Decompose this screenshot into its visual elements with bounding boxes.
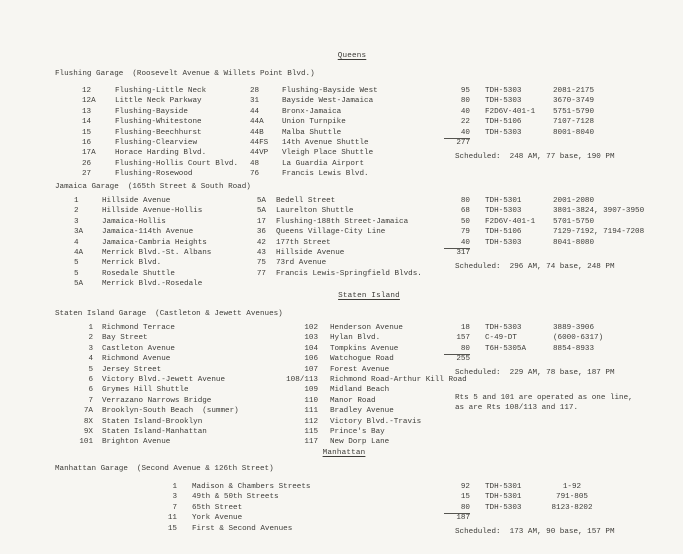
route-number: 5A (74, 280, 84, 289)
route-number: 106 (304, 355, 318, 364)
route-number: 7 (88, 396, 93, 405)
route-name: Flushing-Clearview (115, 139, 198, 147)
route-number: 112 (304, 417, 318, 426)
scheduled-text: Scheduled: 296 AM, 74 base, 248 PM (455, 262, 615, 271)
route-number: 26 (82, 159, 92, 168)
route-name: Merrick Blvd.-Rosedale (102, 280, 203, 289)
route-name: Laurelton Shuttle (276, 207, 354, 216)
route-name: La Guardia Airport (282, 159, 365, 168)
fleet-model: TDH-5303 (485, 238, 522, 247)
route-number: 6 (88, 386, 93, 395)
route-name: Victory Blvd.-Travis (330, 417, 422, 426)
scheduled-text: Scheduled: 173 AM, 90 base, 157 PM (455, 527, 615, 536)
fleet-total: 187 (456, 514, 470, 523)
fleet-model: F2D6V-401-1 (485, 107, 536, 116)
garage-title: Staten Island Garage (55, 310, 147, 318)
fleet-range: 791-805 (556, 493, 588, 502)
fleet-model: TDH-5301 (485, 493, 522, 502)
fleet-range: 2001-2080 (553, 197, 595, 205)
route-number: 44A (250, 118, 264, 127)
fleet-model: TDH-5303 (485, 207, 522, 216)
region-header-queens: Queens (337, 52, 367, 60)
route-name: Bradley Avenue (330, 407, 394, 416)
fleet-count: 95 (460, 87, 470, 95)
route-name: Bedell Street (276, 197, 336, 205)
fleet-row (0, 107, 683, 117)
route-name: Flushing-Whitestone (115, 118, 202, 127)
route-number: 5A (256, 207, 266, 216)
route-number: 111 (304, 407, 318, 416)
route-number: 2 (74, 207, 79, 216)
fleet-range: 8001-8040 (553, 128, 595, 137)
route-number: 9X (83, 428, 93, 436)
fleet-model: TDH-5303 (485, 503, 522, 512)
fleet-model: TDH-5301 (485, 483, 522, 491)
route-number: 103 (304, 334, 318, 343)
fleet-row (0, 206, 683, 216)
route-name: Flushing-Beechhurst (115, 128, 202, 137)
scheduled-line (455, 527, 615, 537)
route-row (0, 406, 683, 416)
route-number: 3 (172, 493, 177, 502)
fleet-count: 79 (460, 228, 470, 237)
route-name: Brighton Avenue (102, 438, 171, 447)
route-name: Midland Beach (330, 386, 390, 395)
route-number: 77 (256, 269, 266, 278)
route-name: Flushing-Bayside (115, 107, 188, 116)
fleet-total-row (0, 354, 683, 364)
garage-location: (165th Street & South Road) (127, 183, 251, 191)
fleet-count: 80 (444, 344, 470, 355)
fleet-total: 277 (456, 139, 470, 147)
route-number: 104 (304, 344, 318, 353)
route-name: New Dorp Lane (330, 438, 390, 447)
fleet-range: 1-92 (562, 483, 582, 491)
fleet-total: 317 (456, 249, 470, 257)
route-name: Bay Street (102, 334, 148, 343)
route-number: 14 (82, 118, 92, 127)
route-name: First & Second Avenues (192, 524, 293, 533)
route-row (0, 417, 683, 427)
fleet-row (0, 217, 683, 227)
route-name: Richmond Road-Arthur Kill Road (330, 376, 467, 384)
fleet-row (0, 482, 683, 492)
fleet-total: 255 (456, 355, 470, 364)
garage-title: Manhattan Garage (55, 465, 128, 473)
route-name: Bronx-Jamaica (282, 107, 342, 116)
route-number: 4 (88, 355, 93, 364)
fleet-row (0, 492, 683, 502)
route-number: 44VP (250, 149, 269, 158)
route-number: 5 (88, 365, 93, 374)
route-name: Merrick Blvd.-St. Albans (102, 249, 212, 257)
route-number: 42 (256, 238, 266, 247)
route-number: 28 (250, 87, 260, 95)
fleet-model: TDH-5303 (485, 97, 522, 106)
route-number: 4A (74, 249, 84, 257)
route-name: Brooklyn-South Beach (summer) (102, 407, 239, 416)
route-name: Flushing-188th Street-Jamaica (276, 217, 409, 226)
route-name: Flushing-Rosewood (115, 170, 193, 179)
route-row (0, 427, 683, 437)
fleet-range: 5701-5750 (553, 217, 595, 226)
route-name: Queens Village-City Line (276, 228, 386, 237)
route-number: 8X (83, 417, 93, 426)
route-name: Francis Lewis Blvd. (282, 170, 369, 179)
route-name: 14th Avenue Shuttle (282, 139, 369, 147)
route-number: 31 (250, 97, 260, 106)
fleet-total-row (0, 138, 683, 148)
fleet-range: 3889-3906 (553, 324, 595, 332)
route-number: 5 (74, 269, 79, 278)
fleet-model: TDH-5106 (485, 228, 522, 237)
route-number: 3A (74, 228, 84, 237)
fleet-row (0, 344, 683, 354)
route-name: 73rd Avenue (276, 259, 327, 268)
fleet-count: 15 (460, 493, 470, 502)
route-name: Richmond Avenue (102, 355, 171, 364)
fleet-count: 92 (460, 483, 470, 491)
route-name: Francis Lewis-Springfield Blvds. (276, 269, 422, 278)
route-row (0, 437, 683, 447)
route-name: Henderson Avenue (330, 324, 403, 332)
fleet-model: TDH-5303 (485, 324, 522, 332)
route-name: Hillside Avenue (102, 197, 171, 205)
route-number: 4 (74, 238, 79, 247)
route-number: 13 (82, 107, 92, 116)
note-text: Rts 5 and 101 are operated as one line, (455, 393, 633, 402)
route-number: 12A (82, 97, 96, 106)
fleet-count: 157 (456, 334, 470, 343)
route-number: 7A (83, 407, 93, 416)
fleet-count: 80 (460, 97, 470, 106)
route-number: 7 (172, 503, 177, 512)
route-number: 117 (304, 438, 318, 447)
route-name: Madison & Chambers Streets (192, 483, 311, 491)
fleet-count: 40 (444, 128, 470, 139)
route-number: 76 (250, 170, 260, 179)
fleet-range: 3670-3749 (553, 97, 595, 106)
fleet-total-row (0, 248, 683, 258)
route-name: Tompkins Avenue (330, 344, 399, 353)
route-name: Merrick Blvd. (102, 259, 162, 268)
route-name: Victory Blvd.-Jewett Avenue (102, 376, 226, 384)
route-name: Flushing-Hollis Court Blvd. (115, 159, 239, 168)
route-name: Hillside Avenue (276, 249, 345, 257)
fleet-model: TDH-5106 (485, 118, 522, 127)
route-name: York Avenue (192, 514, 243, 523)
fleet-range: (6000-6317) (553, 334, 604, 343)
route-number: 102 (304, 324, 318, 332)
note-line (455, 403, 578, 413)
fleet-model: C-49-DT (485, 334, 517, 343)
route-number: 1 (74, 197, 79, 205)
scheduled-line (455, 262, 615, 272)
route-number: 108/113 (286, 376, 318, 384)
route-name: 65th Street (192, 503, 243, 512)
note-text: as are Rts 108/113 and 117. (455, 404, 579, 413)
fleet-row (0, 333, 683, 343)
fleet-count: 40 (460, 107, 470, 116)
route-name: Watchogue Road (330, 355, 394, 364)
route-number: 115 (304, 428, 318, 436)
garage-location: (Second Avenue & 126th Street) (136, 465, 274, 473)
region-header-manhattan: Manhattan (322, 449, 366, 457)
route-number: 44 (250, 107, 260, 116)
fleet-row (0, 227, 683, 237)
route-name: Little Neck Parkway (115, 97, 202, 106)
route-name: Forest Avenue (330, 365, 390, 374)
route-name: 177th Street (276, 238, 331, 247)
fleet-row (0, 117, 683, 127)
route-name: Flushing-Little Neck (115, 87, 207, 95)
fleet-range: 5751-5790 (553, 107, 595, 116)
fleet-count: 50 (460, 217, 470, 226)
route-number: 17A (82, 149, 96, 158)
fleet-count: 40 (444, 238, 470, 249)
fleet-row (0, 196, 683, 206)
route-name: Union Turnpike (282, 118, 346, 127)
route-row (0, 279, 683, 289)
route-name: Hillside Avenue-Hollis (102, 207, 203, 216)
route-name: Jersey Street (102, 365, 162, 374)
fleet-count: 18 (460, 324, 470, 332)
route-number: 27 (82, 170, 92, 179)
route-name: Grymes Hill Shuttle (102, 386, 189, 395)
route-row (0, 169, 683, 179)
fleet-row (0, 503, 683, 513)
route-number: 15 (167, 524, 177, 533)
fleet-model: TDH-5303 (485, 87, 522, 95)
note-line (455, 393, 633, 403)
route-name: Jamaica-114th Avenue (102, 228, 194, 237)
route-number: 110 (304, 396, 318, 405)
route-number: 44B (250, 128, 264, 137)
route-name: Jamaica-Hollis (102, 217, 166, 226)
route-number: 107 (304, 365, 318, 374)
region-header-staten-island: Staten Island (338, 292, 400, 300)
fleet-count: 22 (460, 118, 470, 127)
route-number: 1 (88, 324, 93, 332)
route-number: 16 (82, 139, 92, 147)
route-name: Richmond Terrace (102, 324, 175, 332)
route-number: 3 (88, 344, 93, 353)
fleet-row (0, 96, 683, 106)
fleet-range: 2081-2175 (553, 87, 595, 95)
fleet-count: 80 (460, 197, 470, 205)
route-number: 17 (256, 217, 266, 226)
route-name: Flushing-Bayside West (282, 87, 378, 95)
route-name: Jamaica-Cambria Heights (102, 238, 207, 247)
fleet-range: 8123-8202 (551, 503, 593, 512)
route-name: Hylan Blvd. (330, 334, 381, 343)
fleet-range: 7107-7128 (553, 118, 595, 127)
route-number: 6 (88, 376, 93, 384)
fleet-total-row (0, 513, 683, 523)
route-name: Castleton Avenue (102, 344, 175, 353)
scheduled-line (455, 368, 615, 378)
garage-title: Jamaica Garage (55, 183, 119, 191)
fleet-range: 3801-3824, 3907-3950 (553, 207, 645, 216)
route-number: 11 (167, 514, 177, 523)
scheduled-text: Scheduled: 248 AM, 77 base, 190 PM (455, 152, 615, 161)
route-name: Manor Road (330, 396, 376, 405)
route-number: 75 (256, 259, 266, 268)
fleet-range: 8041-8080 (553, 238, 595, 247)
garage-location: (Roosevelt Avenue & Willets Point Blvd.) (132, 70, 315, 78)
garage-heading (55, 464, 274, 474)
fleet-row (0, 323, 683, 333)
garage-heading (55, 69, 315, 79)
fleet-row (0, 238, 683, 248)
route-number: 1 (172, 483, 177, 491)
fleet-count: 68 (460, 207, 470, 216)
route-name: Horace Harding Blvd. (115, 149, 207, 158)
route-number: 5A (256, 197, 266, 205)
route-number: 15 (82, 128, 92, 137)
fleet-model: T6H-5305A (485, 344, 527, 353)
route-name: Rosedale Shuttle (102, 269, 175, 278)
fleet-model: F2D6V-401-1 (485, 217, 536, 226)
route-name: Vleigh Place Shuttle (282, 149, 374, 158)
route-number: 12 (82, 87, 92, 95)
route-number: 101 (79, 438, 93, 447)
fleet-model: TDH-5303 (485, 128, 522, 137)
route-name: 49th & 50th Streets (192, 493, 279, 502)
fleet-range: 8854-8933 (553, 344, 595, 353)
route-number: 5 (74, 259, 79, 268)
route-number: 3 (74, 217, 79, 226)
fleet-range: 7129-7192, 7194-7208 (553, 228, 645, 237)
route-name: Bayside West-Jamaica (282, 97, 374, 106)
route-name: Verrazano Narrows Bridge (102, 396, 212, 405)
route-number: 48 (250, 159, 260, 168)
route-number: 2 (88, 334, 93, 343)
garage-title: Flushing Garage (55, 70, 124, 78)
fleet-row (0, 86, 683, 96)
route-number: 44FS (250, 139, 269, 147)
garage-location: (Castleton & Jewett Avenues) (155, 310, 283, 318)
route-name: Staten Island-Brooklyn (102, 417, 203, 426)
route-name: Prince's Bay (330, 428, 385, 436)
scheduled-line (455, 152, 615, 162)
route-name: Staten Island-Manhattan (102, 428, 207, 436)
fleet-count: 80 (444, 503, 470, 514)
route-number: 109 (304, 386, 318, 395)
garage-heading (55, 182, 251, 192)
scheduled-text: Scheduled: 229 AM, 78 base, 187 PM (455, 368, 615, 377)
fleet-row (0, 128, 683, 138)
fleet-model: TDH-5301 (485, 197, 522, 205)
route-number: 36 (256, 228, 266, 237)
route-number: 43 (256, 249, 266, 257)
route-name: Malba Shuttle (282, 128, 342, 137)
garage-heading (55, 309, 283, 319)
